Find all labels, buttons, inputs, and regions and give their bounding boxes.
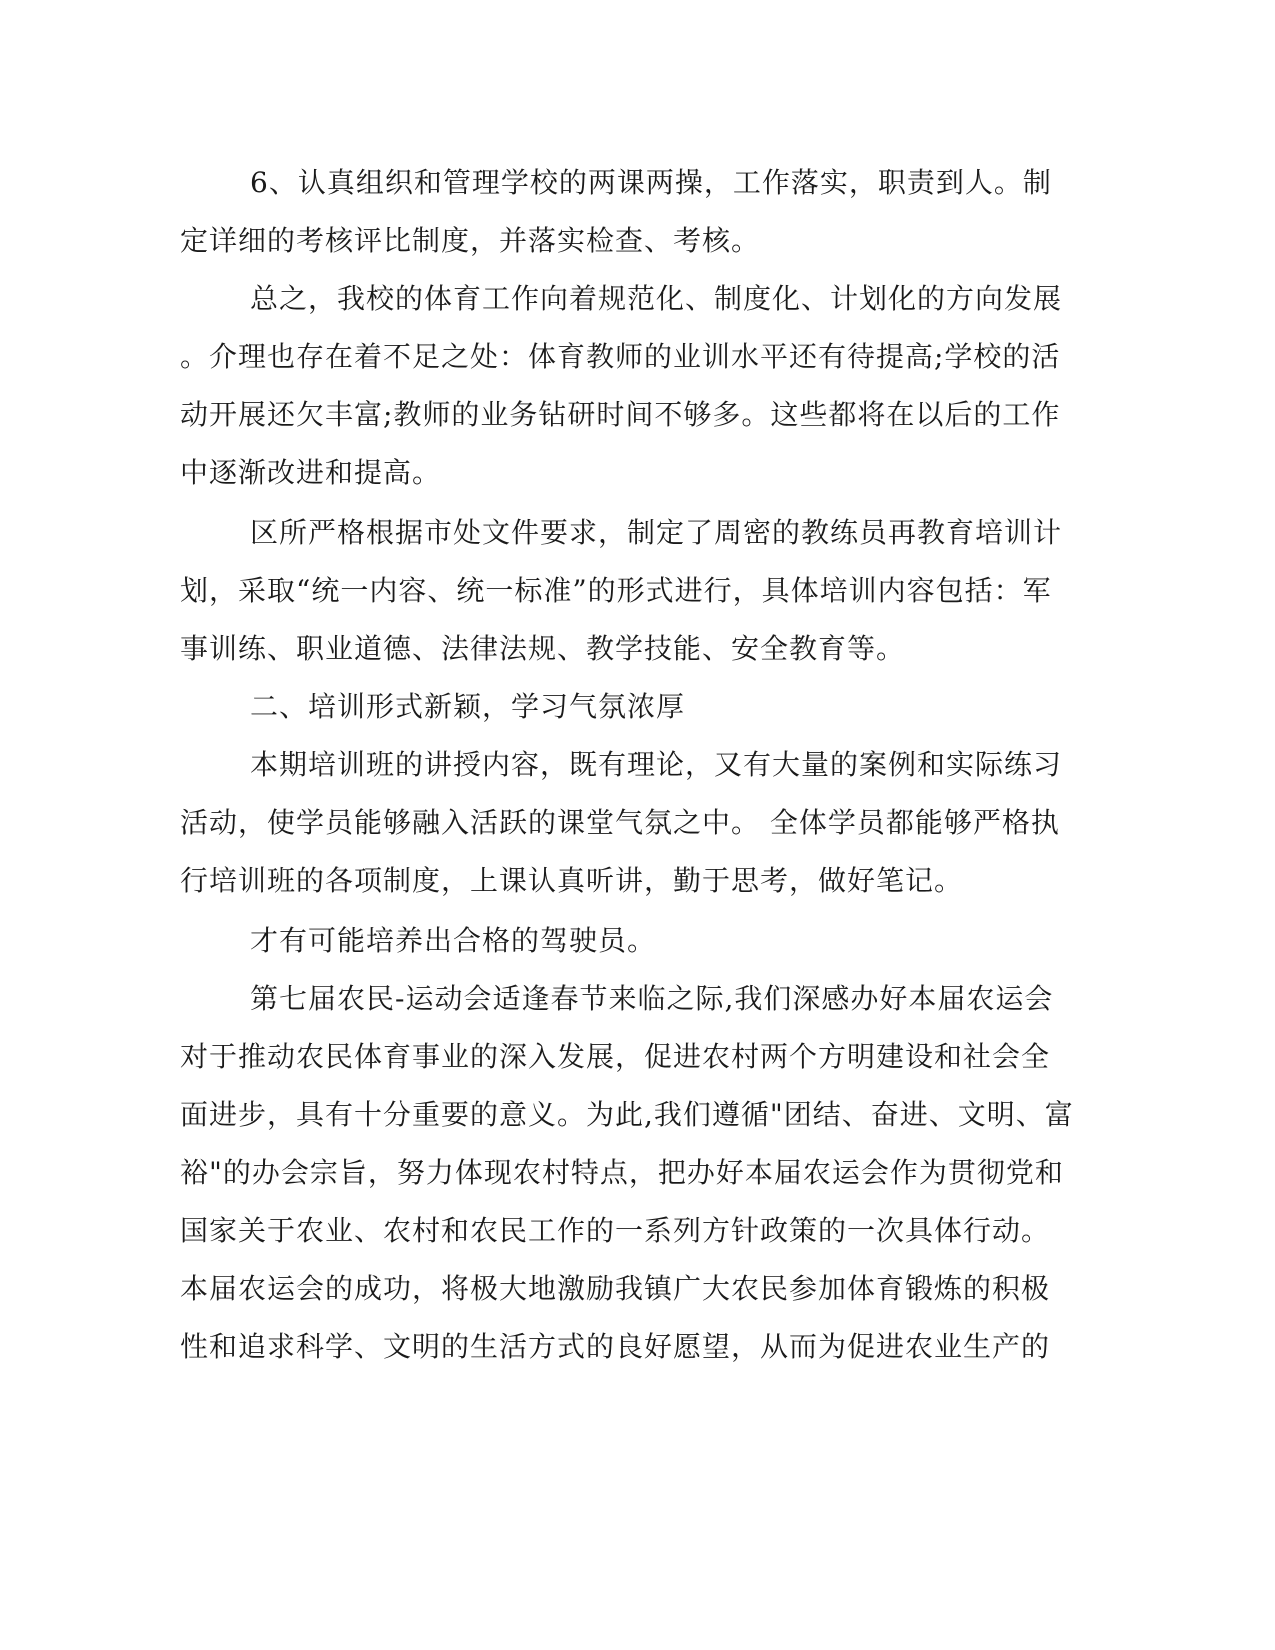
text-line: 区所严格根据市处文件要求，制定了周密的教练员再教育培训计 — [250, 516, 1063, 549]
text-line: 本届农运会的成功，将极大地激励我镇广大农民参加体育锻炼的积极 — [180, 1272, 1051, 1305]
section-heading: 二、培训形式新颖，学习气氛浓厚 — [250, 690, 686, 723]
text-line: 定详细的考核评比制度，并落实检查、考核。 — [180, 224, 761, 257]
text-line: 行培训班的各项制度，上课认真听讲，勤于思考，做好笔记。 — [180, 864, 964, 897]
text-line: 面进步，具有十分重要的意义。为此,我们遵循"团结、奋进、文明、富 — [180, 1098, 1074, 1131]
text-line: 事训练、职业道德、法律法规、教学技能、安全教育等。 — [180, 632, 906, 665]
text-line: 才有可能培养出合格的驾驶员。 — [250, 924, 657, 957]
text-line: 裕"的办会宗旨，努力体现农村特点，把办好本届农运会作为贯彻党和 — [180, 1156, 1064, 1189]
text-line: 6、认真组织和管理学校的两课两操，工作落实，职责到人。制 — [250, 166, 1052, 199]
text-line: 性和追求科学、文明的生活方式的良好愿望，从而为促进农业生产的 — [180, 1330, 1051, 1363]
text-line: 第七届农民-运动会适逢春节来临之际,我们深感办好本届农运会 — [250, 982, 1054, 1015]
text-line: 划，采取“统一内容、统一标准”的形式进行，具体培训内容包括：军 — [180, 574, 1052, 607]
text-line: 本期培训班的讲授内容，既有理论，又有大量的案例和实际练习 — [250, 748, 1063, 781]
text-line: 。介理也存在着不足之处：体育教师的业训水平还有待提高;学校的活 — [180, 340, 1061, 373]
text-line: 活动，使学员能够融入活跃的课堂气氛之中。 全体学员都能够严格执 — [180, 806, 1060, 839]
text-line: 中逐渐改进和提高。 — [180, 456, 442, 489]
text-line: 动开展还欠丰富;教师的业务钻研时间不够多。这些都将在以后的工作 — [180, 398, 1061, 431]
text-line: 总之，我校的体育工作向着规范化、制度化、计划化的方向发展 — [250, 282, 1063, 315]
text-line: 国家关于农业、农村和农民工作的一系列方针政策的一次具体行动。 — [180, 1214, 1051, 1247]
text-line: 对于推动农民体育事业的深入发展，促进农村两个方明建设和社会全 — [180, 1040, 1051, 1073]
